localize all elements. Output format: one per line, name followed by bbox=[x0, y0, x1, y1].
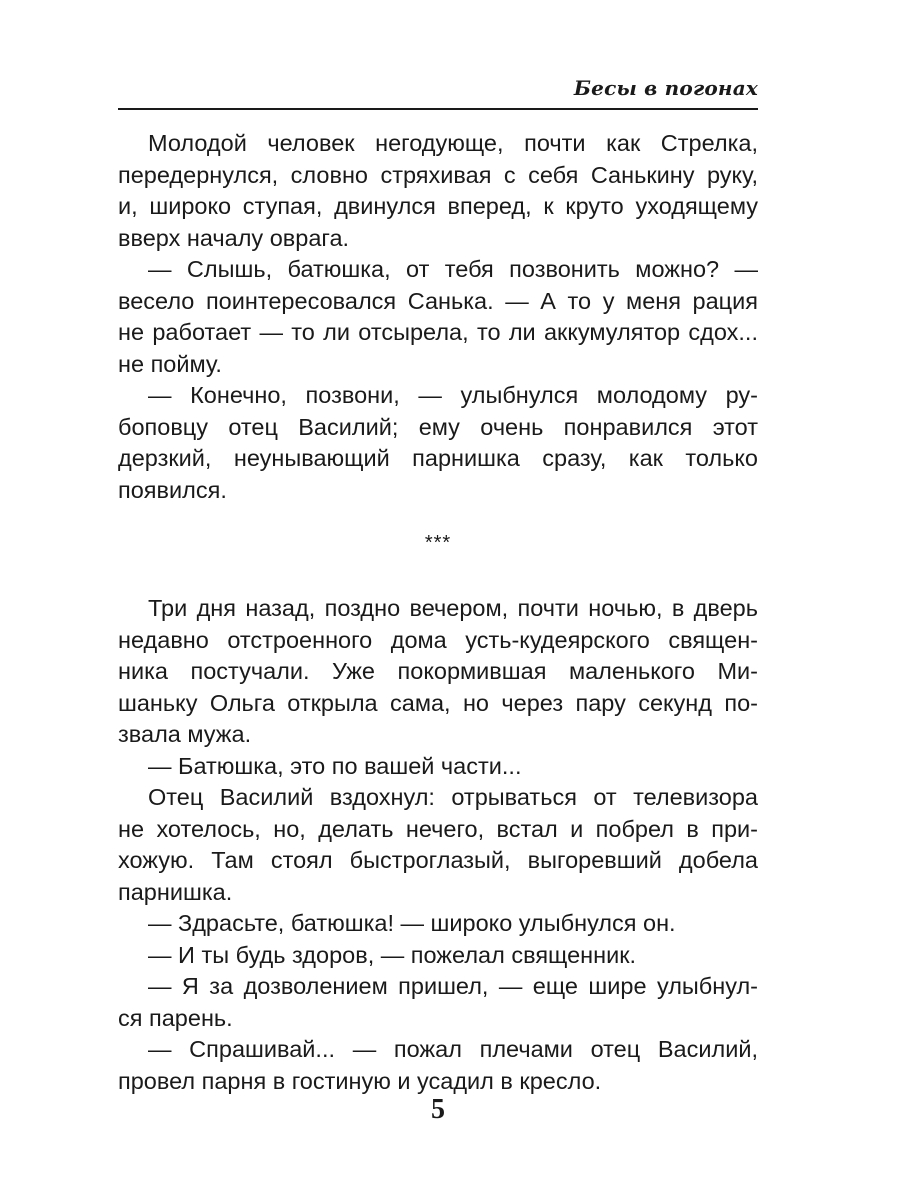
running-title: Бесы в погонах bbox=[573, 76, 758, 100]
text-line: — Я за дозволением пришел, — еще шире улыбнул- bbox=[148, 973, 758, 999]
book-page bbox=[118, 0, 758, 1200]
page-number: 5 bbox=[431, 1094, 445, 1125]
text-line: хожую. Там стоял быстроглазый, выгоревший добела bbox=[118, 847, 758, 873]
text-line: — И ты будь здоров, — пожелал священник. bbox=[148, 941, 637, 968]
text-line: и, широко ступая, двинулся вперед, к круто уходящему bbox=[118, 193, 758, 219]
text-line: Три дня назад, поздно вечером, почти ночью, в дверь bbox=[148, 595, 758, 621]
text-line: появился. bbox=[118, 476, 227, 503]
text-line: недавно отстроенного дома усть-кудеярского священ- bbox=[118, 626, 758, 653]
text-line: звала мужа. bbox=[118, 721, 252, 747]
text-line: боповцу отец Василий; ему очень понравился этот bbox=[118, 413, 758, 440]
text-line: Отец Василий вздохнул: отрываться от телевизора bbox=[148, 784, 758, 810]
text-line: дерзкий, неунывающий парнишка сразу, как только bbox=[118, 445, 758, 471]
text-line: парнишка. bbox=[118, 878, 233, 905]
text-line: — Батюшка, это по вашей части... bbox=[148, 752, 522, 779]
header-rule bbox=[118, 108, 758, 110]
text-block-bottom bbox=[118, 593, 758, 1097]
text-line: ника постучали. Уже покормившая маленького Ми- bbox=[118, 658, 758, 684]
text-line: не хотелось, но, делать нечего, встал и побрел в при- bbox=[118, 815, 758, 842]
text-line: вверх началу оврага. bbox=[118, 224, 350, 251]
text-line: не пойму. bbox=[118, 350, 222, 377]
text-line: передернулся, словно стряхивая с себя Санькину руку, bbox=[118, 161, 758, 188]
text-block-top bbox=[118, 128, 758, 506]
text-line: Молодой человек негодующе, почти как Стрелка, bbox=[148, 130, 758, 156]
text-line: не работает — то ли отсырела, то ли аккумулятор сдох... bbox=[118, 319, 758, 345]
text-line: — Спрашивай... — пожал плечами отец Василий, bbox=[148, 1036, 758, 1062]
text-line: провел парня в гостиную и усадил в кресло. bbox=[118, 1067, 602, 1094]
text-line: — Конечно, позвони, — улыбнулся молодому ру- bbox=[148, 382, 758, 408]
section-separator: *** bbox=[424, 532, 452, 554]
text-line: — Слышь, батюшка, от тебя позвонить можно? — bbox=[148, 256, 758, 282]
text-line: шаньку Ольга открыла сама, но через пару секунд по- bbox=[118, 689, 758, 716]
text-line: весело поинтересовался Санька. — А то у меня рация bbox=[118, 287, 758, 314]
text-line: ся парень. bbox=[118, 1004, 233, 1031]
text-line: — Здрасьте, батюшка! — широко улыбнулся он. bbox=[148, 910, 676, 936]
